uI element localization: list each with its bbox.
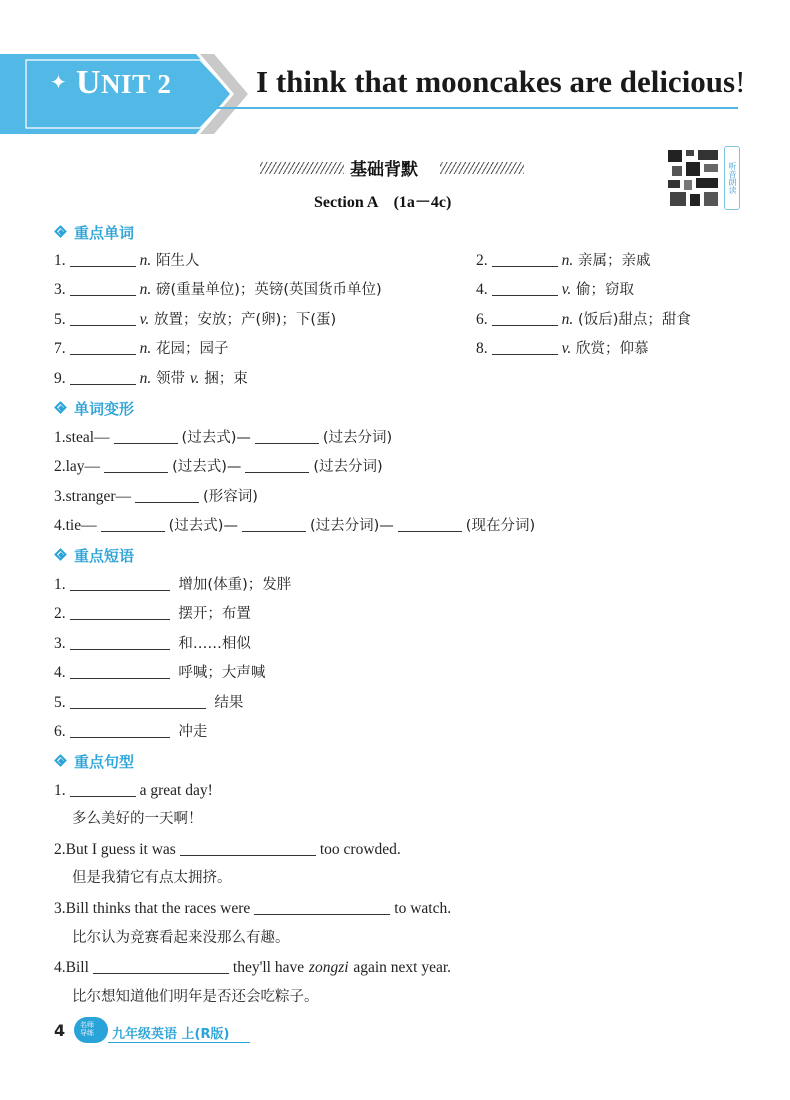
footer-rule	[108, 1042, 250, 1043]
section-subtitle: Section A (1a－4c)	[314, 194, 452, 211]
vocab-item: 8. v. 欣赏；仰慕	[476, 340, 649, 357]
sentence-item: 1. a great day!	[54, 782, 213, 799]
qr-side-label: 听音朗读	[724, 146, 740, 210]
page-number: 4	[54, 1021, 66, 1040]
form-item: 1.steal— (过去式)— (过去分词)	[54, 429, 393, 446]
book-logo-text: 名师 导练	[80, 1021, 94, 1037]
phrases-heading: 重点短语	[54, 545, 134, 566]
diamond-icon	[54, 225, 68, 239]
form-item: 2.lay— (过去式)— (过去分词)	[54, 458, 383, 475]
diamond-icon	[54, 548, 68, 562]
forms-heading: 单词变形	[54, 398, 134, 419]
sentence-translation: 但是我猜它有点太拥挤。	[72, 870, 232, 886]
form-item: 4.tie— (过去式)— (过去分词)— (现在分词)	[54, 517, 536, 534]
sentences-heading: 重点句型	[54, 751, 134, 772]
vocab-item: 3. n. 磅(重量单位)；英镑(英国货币单位)	[54, 281, 382, 298]
sentence-item: 2.But I guess it was too crowded.	[54, 841, 401, 858]
hatch-left	[260, 162, 344, 174]
sentence-translation: 比尔认为竞赛看起来没那么有趣。	[72, 930, 290, 946]
sentence-item: 4.Bill they'll have zongzi again next year.	[54, 959, 452, 976]
sentence-item: 3.Bill thinks that the races were to watch.	[54, 900, 452, 917]
unit-title: I think that mooncakes are delicious!	[256, 64, 746, 99]
section-title: 基础背默	[350, 160, 418, 180]
phrase-item: 1. 增加(体重)；发胖	[54, 576, 292, 593]
vocab-item: 1. n. 陌生人	[54, 252, 200, 269]
qr-code[interactable]	[666, 148, 722, 210]
vocab-heading: 重点单词	[54, 222, 134, 243]
vocab-item: 2. n. 亲属；亲戚	[476, 252, 651, 269]
sentence-translation: 比尔想知道他们明年是否还会吃粽子。	[72, 989, 319, 1005]
diamond-icon	[54, 754, 68, 768]
sentence-translation: 多么美好的一天啊！	[72, 811, 203, 827]
star-icon: ✦	[50, 70, 67, 94]
phrase-item: 6. 冲走	[54, 723, 208, 740]
vocab-item: 7. n. 花园；园子	[54, 340, 229, 357]
phrase-item: 4. 呼喊；大声喊	[54, 664, 266, 681]
vocab-item: 4. v. 偷；窃取	[476, 281, 635, 298]
phrase-item: 2. 摆开；布置	[54, 605, 251, 622]
book-title: 九年级英语 上(R版)	[112, 1027, 230, 1042]
phrase-item: 3. 和……相似	[54, 635, 251, 652]
form-item: 3.stranger— (形容词)	[54, 488, 258, 505]
unit-label: UNIT 2	[76, 64, 172, 101]
diamond-icon	[54, 401, 68, 415]
hatch-right	[440, 162, 524, 174]
vocab-item: 6. n. (饭后)甜点；甜食	[476, 311, 691, 328]
vocab-item: 5. v. 放置；安放；产(卵)；下(蛋)	[54, 311, 337, 328]
phrase-item: 5. 结果	[54, 694, 244, 711]
vocab-item: 9. n. 领带 v. 捆；束	[54, 370, 248, 387]
